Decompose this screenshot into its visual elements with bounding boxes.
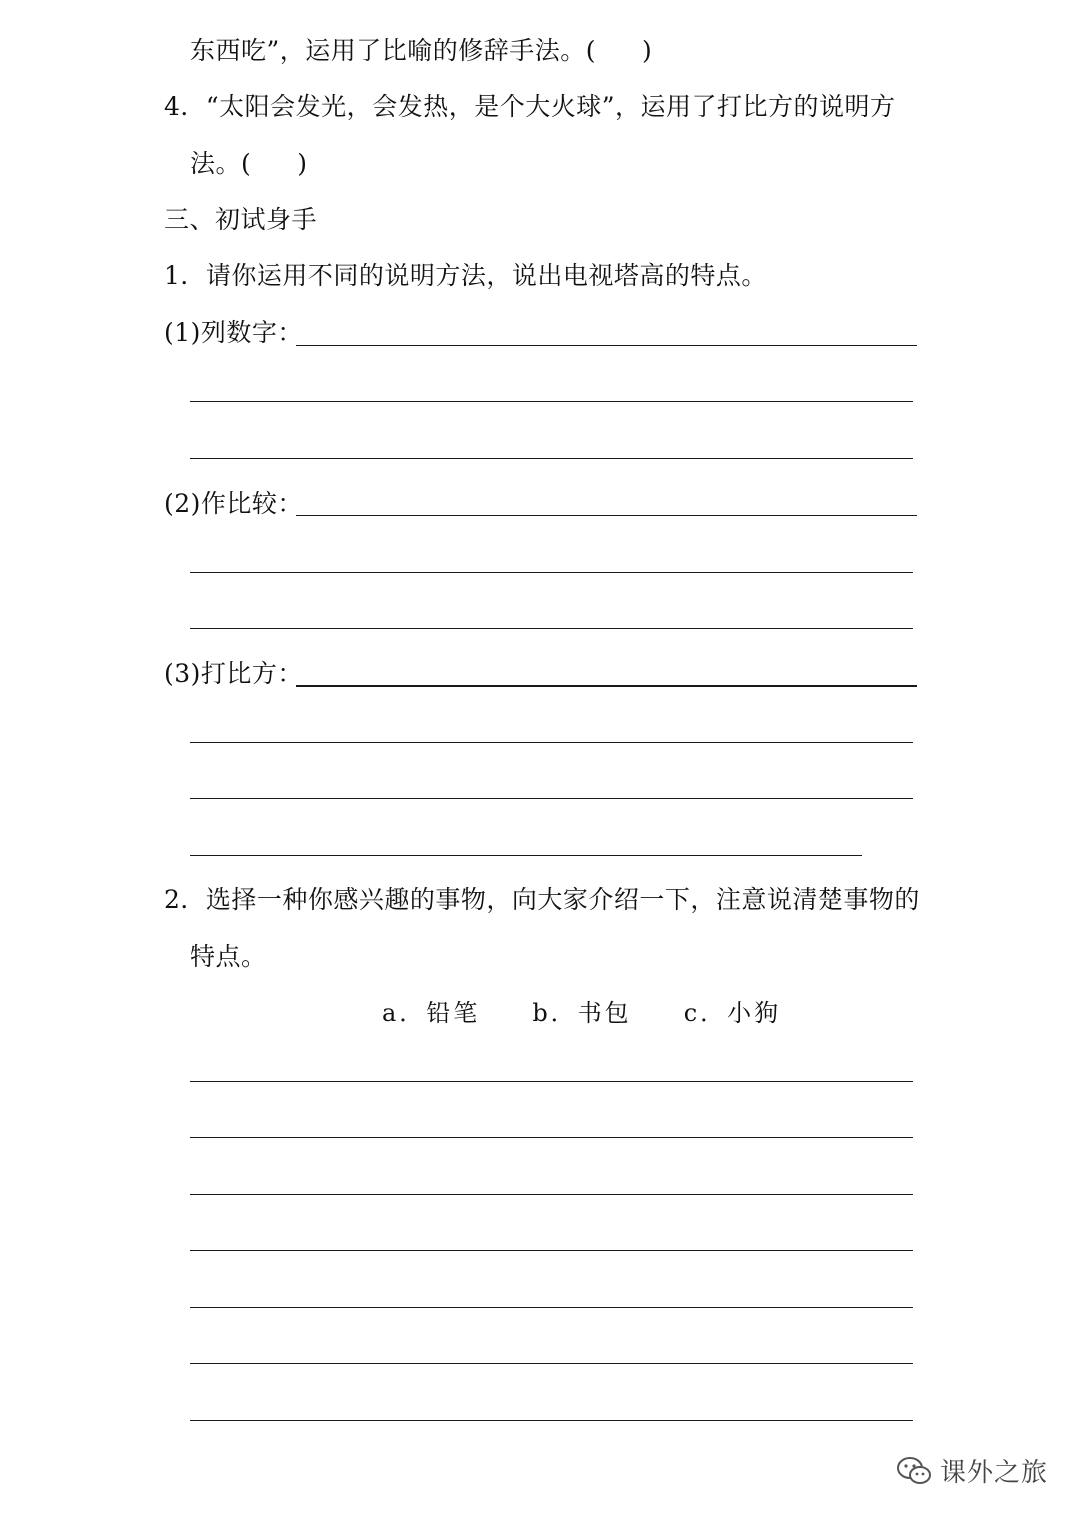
- option-item: a．铅笔: [382, 999, 481, 1027]
- part1-label: (1)列数字：: [164, 318, 303, 347]
- part2-label: (2)作比较：: [164, 489, 303, 518]
- answer-line[interactable]: [190, 628, 913, 629]
- option-item: b．书包: [532, 999, 632, 1027]
- answer-line[interactable]: [190, 1250, 913, 1251]
- answer-line[interactable]: [190, 1420, 913, 1421]
- answer-line[interactable]: [190, 1307, 913, 1308]
- wechat-icon: [896, 1456, 932, 1486]
- answer-line[interactable]: [296, 685, 917, 687]
- option-list: [382, 996, 781, 1030]
- task1-number: 1．: [164, 261, 206, 290]
- q4-line2: 法。( ): [190, 149, 308, 178]
- q4-number: 4．: [164, 92, 206, 121]
- q4-line1: 4．“太阳会发光，会发热，是个大火球”，运用了打比方的说明方: [164, 92, 896, 121]
- task2-line1: 2．选择一种你感兴趣的事物，向大家介绍一下，注意说清楚事物的: [164, 885, 920, 914]
- answer-line[interactable]: [190, 742, 913, 743]
- answer-line[interactable]: [190, 1194, 913, 1195]
- option-item: c．小狗: [683, 999, 782, 1027]
- watermark: [896, 1452, 1048, 1489]
- answer-line[interactable]: [190, 401, 913, 402]
- answer-line[interactable]: [296, 515, 917, 516]
- answer-line[interactable]: [190, 458, 913, 459]
- answer-line[interactable]: [190, 1363, 913, 1364]
- q3-tail: 东西吃”，运用了比喻的修辞手法。( ): [190, 36, 653, 65]
- answer-line[interactable]: [190, 572, 913, 573]
- task2-number: 2．: [164, 885, 206, 914]
- answer-line[interactable]: [296, 345, 917, 346]
- answer-line[interactable]: [190, 798, 913, 799]
- part3-label: (3)打比方：: [164, 659, 303, 688]
- answer-line[interactable]: [190, 1081, 913, 1082]
- task1-prompt: 1．请你运用不同的说明方法，说出电视塔高的特点。: [164, 261, 767, 290]
- task2-line2: 特点。: [190, 942, 267, 971]
- answer-line[interactable]: [190, 855, 862, 856]
- watermark-text: 课外之旅: [940, 1458, 1049, 1488]
- answer-line[interactable]: [190, 1137, 913, 1138]
- section-heading: 三、初试身手: [164, 205, 318, 234]
